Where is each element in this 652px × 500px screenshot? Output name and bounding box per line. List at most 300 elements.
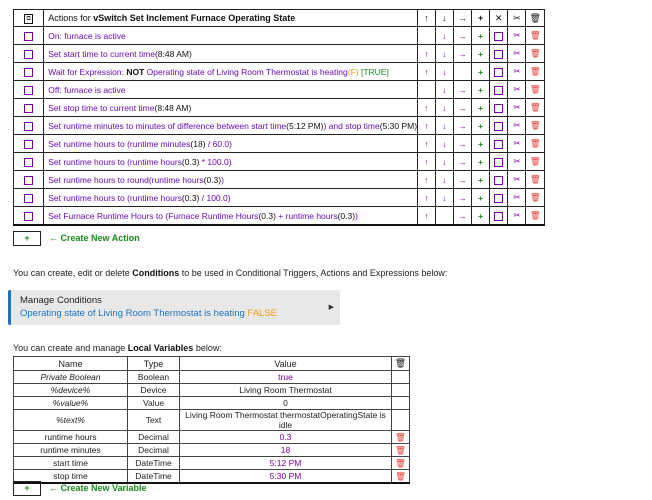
cut-icon[interactable]	[508, 99, 526, 117]
select-checkbox-icon[interactable]	[494, 86, 503, 95]
delete-icon-glyph[interactable]: 🗑	[529, 48, 541, 58]
indent-icon-glyph[interactable]: →	[458, 120, 467, 131]
variable-type: DateTime	[128, 457, 180, 470]
variable-row[interactable]	[14, 410, 410, 431]
cut-icon-glyph[interactable]: ✂	[513, 30, 521, 40]
action-row[interactable]	[14, 45, 545, 63]
move-down-icon[interactable]	[435, 63, 453, 81]
checkbox-icon[interactable]	[24, 86, 33, 95]
action-checkbox[interactable]	[14, 117, 44, 135]
action-text-part: Off: furnace is active	[48, 84, 126, 95]
move-up-icon[interactable]	[418, 135, 436, 153]
variable-name: %device%	[14, 384, 128, 397]
variable-row[interactable]	[14, 384, 410, 397]
delete-icon[interactable]	[526, 171, 545, 189]
cut-icon-glyph[interactable]: ✂	[513, 156, 521, 166]
action-text-part: Set Furnace Runtime Hours to (Furnace Runtime Hours	[48, 210, 259, 221]
action-text-part: Set runtime hours to round(runtime hours	[48, 174, 204, 185]
condition-item[interactable]	[20, 308, 277, 319]
variable-row[interactable]	[14, 457, 410, 470]
variables-intro-bold: Local Variables	[127, 343, 194, 353]
select-checkbox[interactable]	[490, 189, 508, 207]
select-checkbox-icon[interactable]	[494, 122, 503, 131]
action-text-part: (5:30 PM)	[379, 120, 418, 131]
action-text-part: / 60.0)	[205, 138, 232, 149]
variable-value: Living Room Thermostat thermostatOperatingState is idle	[180, 410, 392, 431]
conditions-intro-post: to be used in Conditional Triggers, Actions and Expressions below:	[179, 268, 448, 278]
insert-after-icon[interactable]	[472, 207, 490, 226]
move-down-icon-glyph[interactable]: ↓	[442, 102, 447, 113]
action-checkbox[interactable]	[14, 189, 44, 207]
cut-icon[interactable]	[508, 117, 526, 135]
delete-icon[interactable]	[526, 207, 545, 226]
action-checkbox[interactable]	[14, 99, 44, 117]
delete-icon-glyph[interactable]: 🗑	[529, 156, 541, 166]
actions-title-name: vSwitch Set Inclement Furnace Operating State	[93, 13, 296, 23]
move-down-icon[interactable]	[435, 135, 453, 153]
insert-after-icon[interactable]	[472, 27, 490, 45]
variable-value: Living Room Thermostat	[180, 384, 392, 397]
action-row[interactable]	[14, 63, 545, 81]
cut-icon-glyph[interactable]: ✂	[513, 210, 521, 220]
insert-after-icon[interactable]	[472, 117, 490, 135]
empty-icon-cell	[453, 63, 471, 81]
variables-intro-pre: You can create and manage	[13, 343, 128, 353]
select-checkbox[interactable]	[490, 135, 508, 153]
move-up-icon[interactable]	[418, 189, 436, 207]
indent-icon[interactable]	[453, 153, 471, 171]
empty-icon-cell	[418, 81, 436, 99]
indent-icon-glyph[interactable]: →	[458, 30, 467, 41]
indent-icon[interactable]	[453, 117, 471, 135]
variable-value: 5:12 PM	[180, 457, 392, 470]
move-down-icon-glyph[interactable]: ↓	[442, 66, 447, 77]
delete-icon[interactable]	[526, 189, 545, 207]
action-text-part: (5:12 PM)	[286, 120, 324, 131]
move-up-icon-glyph[interactable]: ↑	[424, 48, 429, 59]
action-text-part: Set runtime hours to (runtime hours	[48, 192, 182, 203]
variable-name: runtime minutes	[14, 444, 128, 457]
checkbox-icon[interactable]	[24, 122, 33, 131]
move-down-header-icon: ↓	[435, 10, 453, 27]
cut-icon-glyph[interactable]: ✂	[513, 84, 521, 94]
conditions-intro	[13, 268, 447, 278]
delete-icon[interactable]	[526, 117, 545, 135]
move-down-icon-glyph[interactable]: ↓	[442, 30, 447, 41]
move-up-icon-glyph[interactable]: ↑	[424, 138, 429, 149]
variable-name: runtime hours	[14, 431, 128, 444]
cut-icon[interactable]	[508, 63, 526, 81]
select-checkbox[interactable]	[490, 99, 508, 117]
action-row[interactable]	[14, 153, 545, 171]
delete-icon[interactable]	[526, 81, 545, 99]
delete-variable-icon[interactable]: 🗑	[392, 457, 410, 470]
delete-icon-glyph[interactable]: 🗑	[529, 192, 541, 202]
move-down-icon[interactable]	[435, 153, 453, 171]
select-checkbox-icon[interactable]	[494, 176, 503, 185]
indent-icon[interactable]	[453, 189, 471, 207]
empty-delete-cell	[392, 384, 410, 397]
move-down-icon[interactable]	[435, 27, 453, 45]
action-text-part: (18)	[190, 138, 206, 149]
move-up-icon-glyph[interactable]: ↑	[424, 120, 429, 131]
insert-after-icon-glyph[interactable]: +	[478, 102, 484, 113]
indent-icon[interactable]	[453, 207, 471, 226]
move-up-icon[interactable]	[418, 63, 436, 81]
action-text-part: NOT	[126, 66, 145, 77]
action-checkbox[interactable]	[14, 27, 44, 45]
action-text-part: (0.3)	[181, 156, 200, 167]
conditions-intro-pre: You can create, edit or delete	[13, 268, 133, 278]
insert-after-icon[interactable]	[472, 135, 490, 153]
indent-header-icon: →	[453, 10, 471, 27]
action-text-part: Set start time to current time	[48, 48, 155, 59]
action-checkbox[interactable]	[14, 63, 44, 81]
move-down-icon-glyph[interactable]: ↓	[442, 192, 447, 203]
delete-icon[interactable]	[526, 135, 545, 153]
action-text-part: On: furnace is active	[48, 30, 126, 41]
indent-icon-glyph[interactable]: →	[458, 138, 467, 149]
action-text[interactable]	[44, 81, 418, 99]
delete-variable-icon[interactable]: 🗑	[392, 470, 410, 484]
insert-after-icon-glyph[interactable]: +	[478, 138, 484, 149]
create-new-variable-label[interactable]: ← Create New Variable	[49, 483, 147, 493]
delete-header-icon[interactable]: 🗑	[526, 10, 545, 27]
cut-icon[interactable]	[508, 153, 526, 171]
cut-icon[interactable]	[508, 45, 526, 63]
variable-value: true	[180, 371, 392, 384]
delete-icon-glyph[interactable]: 🗑	[529, 84, 541, 94]
action-text-part: )	[355, 210, 358, 221]
cut-icon[interactable]	[508, 189, 526, 207]
delete-icon[interactable]	[526, 99, 545, 117]
variable-type: Decimal	[128, 431, 180, 444]
copy-all-icon[interactable]: ⧉	[14, 10, 44, 27]
delete-icon-glyph[interactable]: 🗑	[529, 138, 541, 148]
action-text-part: (0.3)	[181, 192, 200, 203]
select-checkbox[interactable]	[490, 27, 508, 45]
insert-after-icon-glyph[interactable]: +	[478, 30, 484, 41]
move-up-icon-glyph[interactable]: ↑	[424, 174, 429, 185]
delete-variable-icon[interactable]: 🗑	[392, 431, 410, 444]
variable-name: start time	[14, 457, 128, 470]
create-new-variable[interactable]	[13, 481, 147, 496]
action-text[interactable]	[44, 63, 418, 81]
indent-icon-glyph[interactable]: →	[458, 84, 467, 95]
action-text[interactable]	[44, 135, 418, 153]
conditions-intro-bold: Conditions	[132, 268, 180, 278]
condition-text: Operating state of Living Room Thermostat is heating	[20, 308, 248, 319]
move-down-icon-glyph[interactable]: ↓	[442, 120, 447, 131]
select-checkbox[interactable]	[490, 117, 508, 135]
checkbox-icon[interactable]	[24, 176, 33, 185]
select-checkbox[interactable]	[490, 81, 508, 99]
variable-type: Decimal	[128, 444, 180, 457]
move-up-icon-glyph[interactable]: ↑	[424, 102, 429, 113]
insert-after-icon-glyph[interactable]: +	[478, 174, 484, 185]
select-checkbox-icon[interactable]	[494, 32, 503, 41]
indent-icon[interactable]	[453, 45, 471, 63]
delete-icon-glyph[interactable]: 🗑	[529, 102, 541, 112]
manage-conditions-panel[interactable]	[8, 290, 340, 325]
action-text-part: Set runtime minutes to minutes of difference between start time	[48, 120, 287, 131]
action-row[interactable]	[14, 99, 545, 117]
move-up-icon[interactable]	[418, 99, 436, 117]
close-header-icon[interactable]: ✕	[490, 10, 508, 27]
move-down-icon[interactable]	[435, 99, 453, 117]
indent-icon-glyph[interactable]: →	[458, 48, 467, 59]
actions-title-prefix: Actions for	[48, 13, 94, 23]
indent-icon[interactable]	[453, 171, 471, 189]
add-action-icon[interactable]: +	[13, 231, 41, 246]
action-checkbox[interactable]	[14, 135, 44, 153]
action-checkbox[interactable]	[14, 171, 44, 189]
delete-icon[interactable]	[526, 27, 545, 45]
delete-icon[interactable]	[526, 63, 545, 81]
move-down-icon-glyph[interactable]: ↓	[442, 138, 447, 149]
action-text[interactable]	[44, 207, 418, 226]
action-text[interactable]	[44, 117, 418, 135]
variable-name: stop time	[14, 470, 128, 484]
indent-icon-glyph[interactable]: →	[458, 192, 467, 203]
checkbox-icon[interactable]	[24, 212, 33, 221]
variable-type: Device	[128, 384, 180, 397]
action-text-part: ) and stop time	[323, 120, 380, 131]
cut-icon-glyph[interactable]: ✂	[513, 66, 521, 76]
variables-delete-header-icon: 🗑	[392, 357, 410, 371]
move-up-icon-glyph[interactable]: ↑	[424, 210, 429, 221]
cut-icon-glyph[interactable]: ✂	[513, 174, 521, 184]
insert-after-icon[interactable]	[472, 81, 490, 99]
delete-icon-glyph[interactable]: 🗑	[529, 66, 541, 76]
variables-table	[13, 356, 410, 484]
action-text-part: (0.3)	[258, 210, 276, 221]
insert-after-icon[interactable]	[472, 189, 490, 207]
move-up-icon[interactable]	[418, 207, 436, 226]
move-down-icon[interactable]	[435, 117, 453, 135]
col-value-header: Value	[180, 357, 392, 371]
variable-type: Value	[128, 397, 180, 410]
insert-after-icon-glyph[interactable]: +	[478, 192, 484, 203]
insert-after-icon-glyph[interactable]: +	[478, 66, 484, 77]
move-down-icon-glyph[interactable]: ↓	[442, 174, 447, 185]
cut-icon[interactable]	[508, 27, 526, 45]
variable-type: Boolean	[128, 371, 180, 384]
insert-after-icon-glyph[interactable]: +	[478, 120, 484, 131]
action-text-part: [TRUE]	[358, 66, 389, 77]
select-checkbox-icon[interactable]	[494, 212, 503, 221]
cut-icon[interactable]	[508, 171, 526, 189]
insert-after-icon-glyph[interactable]: +	[478, 48, 484, 59]
actions-header-row	[14, 10, 545, 27]
action-text[interactable]	[44, 171, 418, 189]
action-checkbox[interactable]	[14, 207, 44, 226]
move-down-icon-glyph[interactable]: ↓	[442, 84, 447, 95]
cut-icon[interactable]	[508, 207, 526, 226]
select-checkbox[interactable]	[490, 207, 508, 226]
variable-value: 5:30 PM	[180, 470, 392, 484]
move-up-header-icon: ↑	[418, 10, 436, 27]
empty-icon-cell	[418, 27, 436, 45]
action-text[interactable]	[44, 99, 418, 117]
delete-variable-icon[interactable]: 🗑	[392, 444, 410, 457]
select-checkbox[interactable]	[490, 63, 508, 81]
action-text-part: Set stop time to current time	[48, 102, 155, 113]
move-up-icon[interactable]	[418, 153, 436, 171]
action-text[interactable]	[44, 189, 418, 207]
delete-icon-glyph[interactable]: 🗑	[529, 30, 541, 40]
create-new-action-label[interactable]: ← Create New Action	[49, 233, 140, 243]
action-text-part: (8:48 AM)	[154, 102, 192, 113]
delete-icon[interactable]	[526, 153, 545, 171]
action-text-part: (0.3)	[203, 174, 222, 185]
action-text[interactable]	[44, 27, 418, 45]
indent-icon[interactable]	[453, 27, 471, 45]
action-text-part: + runtime hours	[275, 210, 338, 221]
insert-after-icon-glyph[interactable]: +	[478, 210, 484, 221]
select-checkbox-icon[interactable]	[494, 158, 503, 167]
variable-value: 0	[180, 397, 392, 410]
insert-after-icon-glyph[interactable]: +	[478, 84, 484, 95]
variable-row[interactable]	[14, 431, 410, 444]
move-down-icon-glyph[interactable]: ↓	[442, 156, 447, 167]
cut-icon-glyph[interactable]: ✂	[513, 120, 521, 130]
col-type-header: Type	[128, 357, 180, 371]
action-text[interactable]	[44, 45, 418, 63]
move-down-icon-glyph[interactable]: ↓	[442, 48, 447, 59]
insert-header-icon: +	[472, 10, 490, 27]
condition-value: FALSE	[247, 308, 277, 319]
action-text[interactable]	[44, 153, 418, 171]
action-text-part: * 100.0)	[199, 156, 232, 167]
action-text-part: (0.3)	[337, 210, 356, 221]
action-text-part: (F)	[347, 66, 359, 77]
indent-icon-glyph[interactable]: →	[458, 210, 467, 221]
action-checkbox[interactable]	[14, 45, 44, 63]
variable-name: %text%	[14, 410, 128, 431]
checkbox-icon[interactable]	[24, 104, 33, 113]
expand-arrow-icon[interactable]: ▶	[328, 304, 334, 311]
manage-conditions-title[interactable]: Manage Conditions	[20, 295, 102, 306]
checkbox-icon[interactable]	[24, 158, 33, 167]
insert-after-icon[interactable]	[472, 63, 490, 81]
action-text-part: / 100.0)	[199, 192, 231, 203]
actions-title	[44, 10, 418, 27]
move-up-icon[interactable]	[418, 117, 436, 135]
cut-icon-glyph[interactable]: ✂	[513, 48, 521, 58]
select-checkbox-icon[interactable]	[494, 194, 503, 203]
delete-icon-glyph[interactable]: 🗑	[529, 210, 541, 220]
cut-icon-glyph[interactable]: ✂	[513, 138, 521, 148]
add-variable-icon[interactable]: +	[13, 481, 41, 496]
move-up-icon[interactable]	[418, 171, 436, 189]
cut-icon-glyph[interactable]: ✂	[513, 102, 521, 112]
create-new-action[interactable]	[13, 231, 140, 246]
variable-type: Text	[128, 410, 180, 431]
empty-delete-cell	[392, 397, 410, 410]
action-row[interactable]	[14, 135, 545, 153]
indent-icon-glyph[interactable]: →	[458, 156, 467, 167]
indent-icon[interactable]	[453, 81, 471, 99]
select-checkbox-icon[interactable]	[494, 140, 503, 149]
variable-name: %value%	[14, 397, 128, 410]
insert-after-icon[interactable]	[472, 45, 490, 63]
select-checkbox[interactable]	[490, 45, 508, 63]
move-down-icon[interactable]	[435, 171, 453, 189]
move-down-icon[interactable]	[435, 189, 453, 207]
select-checkbox-icon[interactable]	[494, 68, 503, 77]
move-down-icon[interactable]	[435, 81, 453, 99]
indent-icon[interactable]	[453, 135, 471, 153]
action-row[interactable]	[14, 81, 545, 99]
indent-icon-glyph[interactable]: →	[458, 102, 467, 113]
action-text-part: (8:48 AM)	[154, 48, 192, 59]
variable-name: Private Boolean	[14, 371, 128, 384]
action-checkbox[interactable]	[14, 153, 44, 171]
variable-row[interactable]	[14, 397, 410, 410]
checkbox-icon[interactable]	[24, 68, 33, 77]
insert-after-icon[interactable]	[472, 99, 490, 117]
action-text-part: )	[221, 174, 224, 185]
action-text-part: Wait for Expression:	[48, 66, 127, 77]
select-checkbox-icon[interactable]	[494, 50, 503, 59]
action-row[interactable]	[14, 189, 545, 207]
action-row[interactable]	[14, 27, 545, 45]
variable-row[interactable]	[14, 371, 410, 384]
action-row[interactable]	[14, 171, 545, 189]
col-name-header: Name	[14, 357, 128, 371]
action-row[interactable]	[14, 207, 545, 226]
action-row[interactable]	[14, 117, 545, 135]
insert-after-icon-glyph[interactable]: +	[478, 156, 484, 167]
variables-intro	[13, 343, 222, 353]
insert-after-icon[interactable]	[472, 171, 490, 189]
variable-row[interactable]	[14, 444, 410, 457]
action-text-part: Set runtime hours to (runtime hours	[48, 156, 182, 167]
action-text-part: Set runtime hours to (runtime minutes	[48, 138, 191, 149]
variable-value: 18	[180, 444, 392, 457]
variables-intro-post: below:	[193, 343, 222, 353]
move-up-icon[interactable]	[418, 45, 436, 63]
action-text-part: Operating state of Living Room Thermostat is heating	[144, 66, 348, 77]
move-up-icon-glyph[interactable]: ↑	[424, 66, 429, 77]
cut-icon[interactable]	[508, 81, 526, 99]
checkbox-icon[interactable]	[24, 194, 33, 203]
delete-icon-glyph[interactable]: 🗑	[529, 120, 541, 130]
empty-delete-cell	[392, 410, 410, 431]
checkbox-icon[interactable]	[24, 32, 33, 41]
move-up-icon-glyph[interactable]: ↑	[424, 192, 429, 203]
cut-header-icon[interactable]: ✂	[508, 10, 526, 27]
checkbox-icon[interactable]	[24, 50, 33, 59]
delete-icon[interactable]	[526, 45, 545, 63]
select-checkbox-icon[interactable]	[494, 104, 503, 113]
indent-icon-glyph[interactable]: →	[458, 174, 467, 185]
insert-after-icon[interactable]	[472, 153, 490, 171]
checkbox-icon[interactable]	[24, 140, 33, 149]
variable-value: 0.3	[180, 431, 392, 444]
move-up-icon-glyph[interactable]: ↑	[424, 156, 429, 167]
action-checkbox[interactable]	[14, 81, 44, 99]
cut-icon[interactable]	[508, 135, 526, 153]
move-down-icon[interactable]	[435, 45, 453, 63]
select-checkbox[interactable]	[490, 171, 508, 189]
delete-icon-glyph[interactable]: 🗑	[529, 174, 541, 184]
indent-icon[interactable]	[453, 99, 471, 117]
empty-delete-cell	[392, 371, 410, 384]
select-checkbox[interactable]	[490, 153, 508, 171]
cut-icon-glyph[interactable]: ✂	[513, 192, 521, 202]
